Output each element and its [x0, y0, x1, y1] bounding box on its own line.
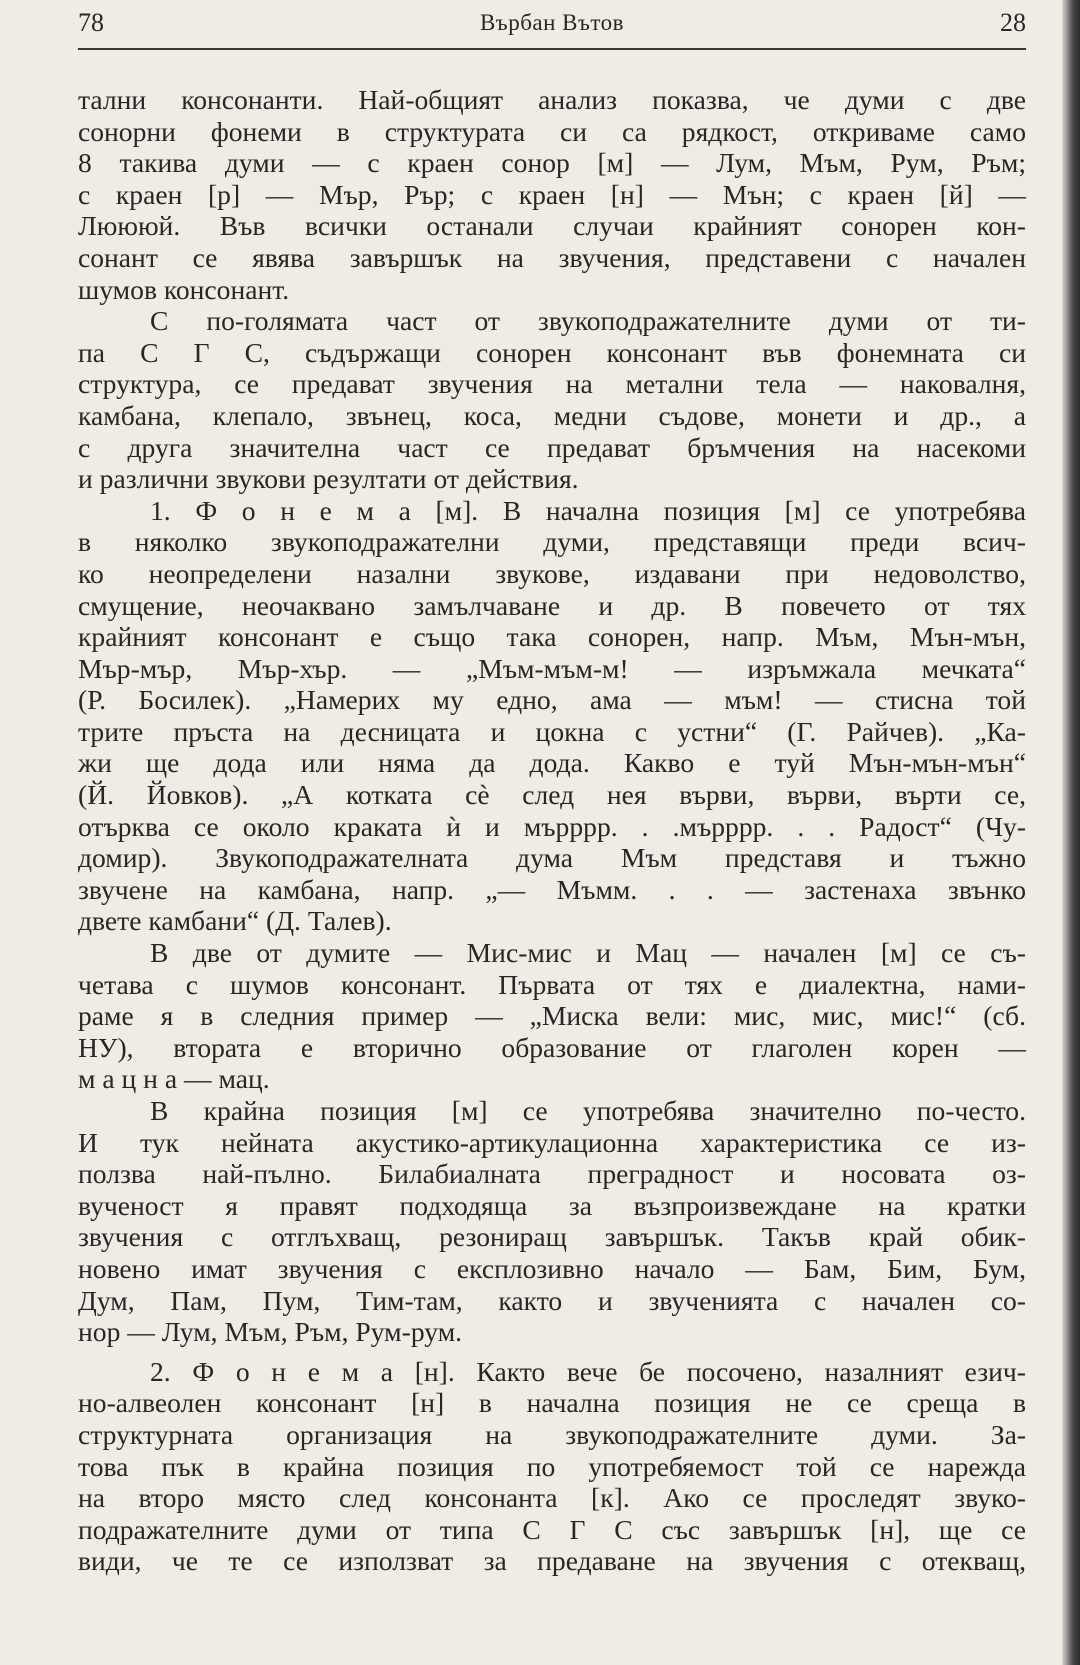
text-line: Дум, Пам, Пум, Тим-там, както и звученията с начален со- — [78, 1284, 1026, 1316]
text-line: на второ място след консонанта [к]. Ако се проследят звуко- — [78, 1482, 1026, 1514]
header-rule — [78, 48, 1026, 50]
text-line: камбана, клепало, звънец, коса, медни съдове, монети и др., а — [78, 399, 1026, 431]
paragraph — [78, 1356, 1026, 1577]
text-line: сонорни фонеми в структурата си са рядкост, откриваме само — [78, 115, 1026, 147]
text-line: нор — Лум, Мъм, Ръм, Рум-рум. — [78, 1316, 463, 1348]
paragraph-gap — [78, 1348, 1026, 1356]
text-line: 8 такива думи — с краен сонор [м] — Лум, Мъм, Рум, Ръм; — [78, 147, 1026, 179]
text-line: с друга значителна част се предават бръмчения на насекоми — [78, 431, 1026, 463]
paragraph — [78, 305, 1026, 495]
running-title: Върбан Вътов — [479, 10, 625, 35]
text-line: новено имат звучения с експлозивно начало — Бам, Бим, Бум, — [78, 1252, 1026, 1284]
paragraph — [78, 1095, 1026, 1348]
text-line: м а ц н а — мац. — [78, 1063, 270, 1095]
text-line: смущение, неочаквано замълчаване и др. В повечето от тях — [78, 589, 1026, 621]
text-line: структурната организация на звукоподражателните думи. За- — [78, 1418, 1026, 1450]
text-line: Мър-мър, Мър-хър. — „Мъм-мъм-м! — изръмжала мечката“ — [78, 652, 1026, 684]
text-line: вученост я правят подходяща за възпроизвеждане на кратки — [78, 1189, 1026, 1221]
text-line: С по-голямата част от звукоподражателните думи от ти- — [150, 305, 1026, 337]
text-line: трите пръста на десницата и цокна с устни“ (Г. Райчев). „Ка- — [78, 715, 1026, 747]
text-line: четава с шумов консонант. Първата от тях е диалектна, нами- — [78, 968, 1026, 1000]
text-line: види, че те се използват за предаване на звучения с отекващ, — [78, 1545, 1026, 1577]
text-line: и различни звукови резултати от действия. — [78, 463, 579, 495]
page-header — [78, 8, 1026, 44]
text-line: (Й. Йовков). „А котката сѐ след нея върви, върви, върти се, — [78, 779, 1026, 811]
text-line: И тук нейната акустико-артикулационна характеристика се из- — [78, 1126, 1026, 1158]
text-line: В крайна позиция [м] се употребява значително по-често. — [150, 1095, 1026, 1126]
text-line: в няколко звукоподражателни думи, представящи преди всич- — [78, 526, 1026, 558]
text-line: раме я в следния пример — „Миска вели: мис, мис, мис!“ (сб. — [78, 1000, 1026, 1032]
text-line: ползва най-пълно. Билабиалната преградност и носовата оз- — [78, 1158, 1026, 1190]
text-line: но-алвеолен консонант [н] в начална позиция не се среща в — [78, 1387, 1026, 1419]
text-line: звучения с отглъхващ, резониращ завършък. Такъв край обик- — [78, 1221, 1026, 1253]
paragraph — [78, 937, 1026, 1095]
page-number: 78 — [78, 8, 104, 37]
text-line: ко неопределени назални звукове, издавани при недоволство, — [78, 557, 1026, 589]
text-line: структура, се предават звучения на метални тела — наковалня, — [78, 368, 1026, 400]
text-line: 2. Ф о н е м а [н]. Както вече бе посочено, назалният езич- — [150, 1355, 1026, 1387]
text-line: (Р. Босилек). „Намерих му едно, ама — мъм! — стисна той — [78, 684, 1026, 716]
text-line: Люююй. Във всички останали случаи крайният сонорен кон- — [78, 210, 1026, 242]
text-line: звучене на камбана, напр. „— Мъмм. . . — застенаха звънко — [78, 873, 1026, 905]
book-spine-shadow — [1062, 0, 1080, 1665]
text-line: НУ), втората е вторично образование от глаголен корен — — [78, 1031, 1026, 1063]
paragraph — [78, 495, 1026, 937]
text-line: В две от думите — Мис-мис и Мац — начален [м] се съ- — [150, 937, 1026, 969]
text-line: шумов консонант. — [78, 273, 290, 305]
text-line: двете камбани“ (Д. Талев). — [78, 905, 392, 937]
body-text — [78, 84, 1026, 1577]
right-number: 28 — [1000, 8, 1026, 37]
text-line: това пък в крайна позиция по употребяемост той се нарежда — [78, 1450, 1026, 1482]
text-line: сонант се явява завършък на звучения, представени с начален — [78, 241, 1026, 273]
text-line: с краен [р] — Мър, Рър; с краен [н] — Мън; с краен [й] — — [78, 178, 1026, 210]
text-line: отърква се около краката ѝ и мърррр. . .мърррр. . . Радост“ (Чу- — [78, 810, 1026, 842]
text-line: тални консонанти. Най-общият анализ показва, че думи с две — [78, 84, 1026, 115]
paragraph — [78, 84, 1026, 305]
text-line: подражателните думи от типа С Г С със завършък [н], ще се — [78, 1513, 1026, 1545]
text-line: домир). Звукоподражателната дума Мъм представя и тъжно — [78, 842, 1026, 874]
text-line: 1. Ф о н е м а [м]. В начална позиция [м] се употребява — [150, 494, 1026, 526]
text-line: крайният консонант е също така сонорен, напр. Мъм, Мън-мън, — [78, 621, 1026, 653]
text-line: жи ще дода или няма да дода. Какво е туй Мън-мън-мън“ — [78, 747, 1026, 779]
text-line: па С Г С, съдържащи сонорен консонант във фонемната си — [78, 336, 1026, 368]
